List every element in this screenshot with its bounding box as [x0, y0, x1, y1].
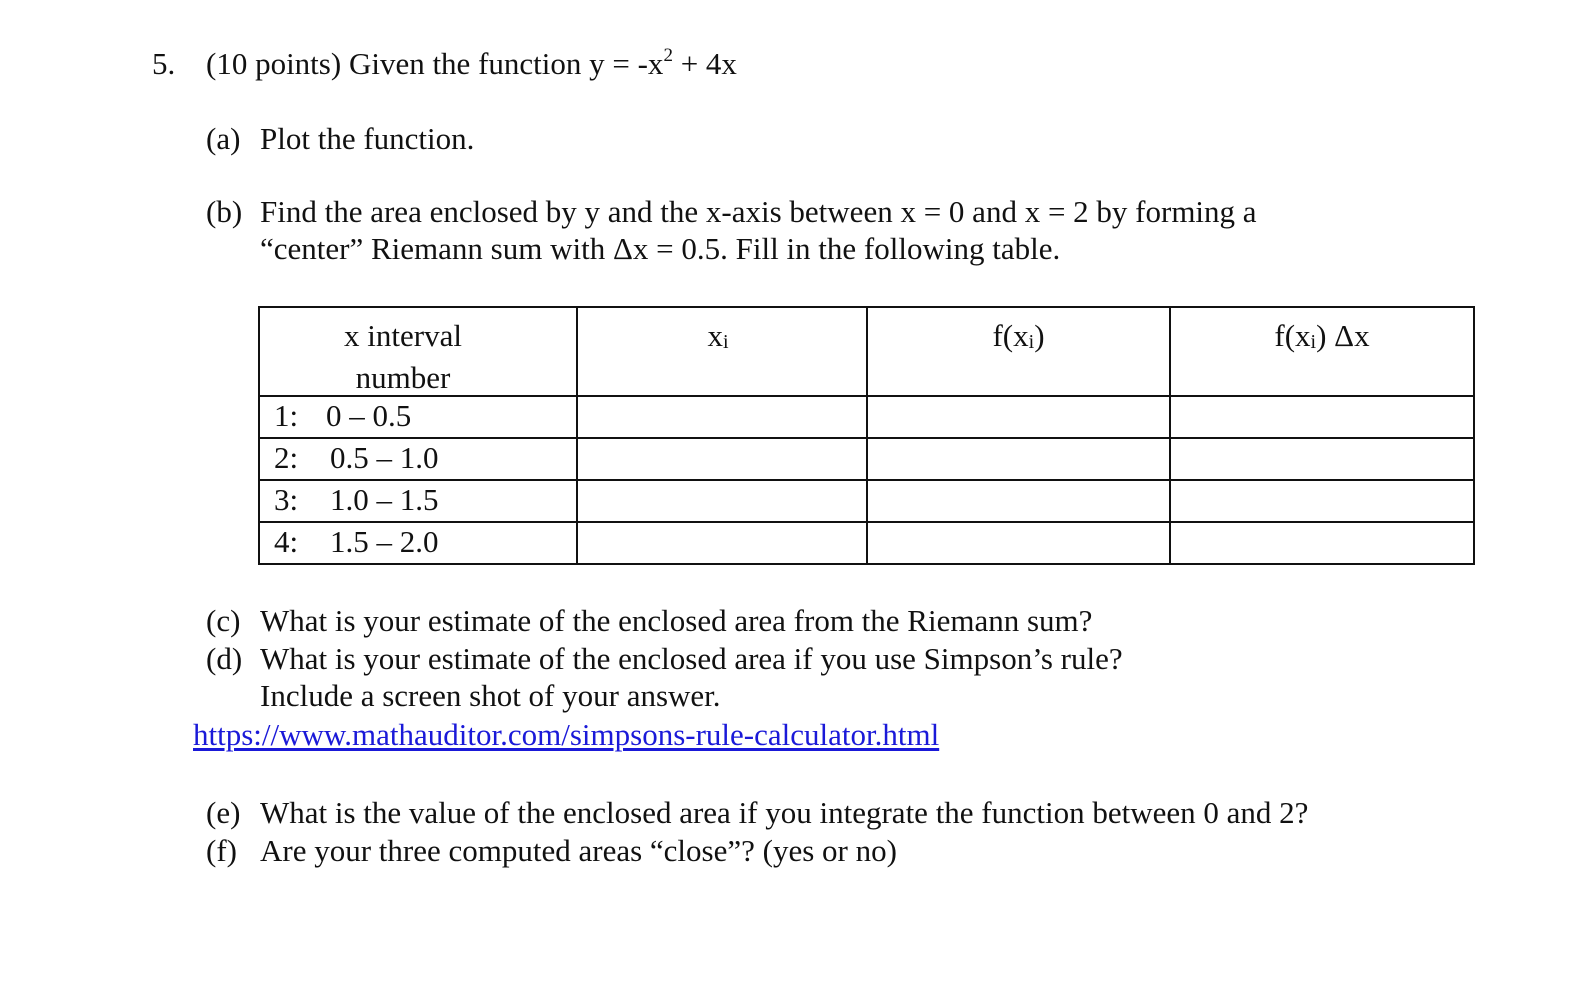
interval-number: 4:: [274, 523, 299, 559]
header-xi-sub: i: [722, 331, 729, 353]
table-row: [259, 522, 1474, 564]
part-a-text: Plot the function.: [260, 121, 475, 156]
fxi-dx-cell[interactable]: [1170, 480, 1474, 522]
table-header-row: [259, 307, 1474, 396]
fxi-dx-cell[interactable]: [1170, 396, 1474, 438]
question-title: [206, 45, 737, 82]
part-c-label: (c): [206, 603, 241, 638]
part-f-text: Are your three computed areas “close”? (yes or no): [260, 833, 897, 868]
xi-cell[interactable]: [577, 438, 867, 480]
question-points: (10 points): [206, 46, 342, 81]
interval-cell: [259, 438, 577, 480]
header-interval-line2: number: [355, 360, 451, 396]
question-number: 5.: [152, 46, 176, 81]
simpsons-calculator-link[interactable]: https://www.mathauditor.com/simpsons-rule-calculator.html: [193, 717, 940, 752]
header-fxi-sub: i: [1028, 331, 1035, 353]
part-d-line2: Include a screen shot of your answer.: [260, 678, 721, 713]
header-fxi-pre: f(x: [992, 318, 1029, 353]
fxi-cell[interactable]: [867, 480, 1170, 522]
xi-cell[interactable]: [577, 522, 867, 564]
header-fxidx-pre: f(x: [1274, 318, 1311, 353]
fxi-cell[interactable]: [867, 522, 1170, 564]
interval-cell: [259, 396, 577, 438]
table-row: [259, 438, 1474, 480]
part-b-label: (b): [206, 194, 243, 229]
part-e-text: What is the value of the enclosed area if you integrate the function between 0 and 2?: [260, 795, 1309, 830]
interval-cell: [259, 480, 577, 522]
interval-cell: [259, 522, 577, 564]
interval-range: 1.5 – 2.0: [330, 523, 439, 559]
header-fxidx-post: ) Δx: [1316, 318, 1370, 353]
interval-range: 0 – 0.5: [326, 397, 412, 433]
part-b-line2: “center” Riemann sum with Δx = 0.5. Fill in the following table.: [260, 231, 1061, 266]
fxi-dx-cell[interactable]: [1170, 522, 1474, 564]
interval-number: 1:: [274, 397, 299, 433]
header-xi: [577, 307, 867, 396]
table-row: [259, 396, 1474, 438]
part-d-label: (d): [206, 641, 243, 676]
header-fxi-post: ): [1034, 318, 1045, 353]
part-f-label: (f): [206, 833, 237, 868]
fxi-cell[interactable]: [867, 396, 1170, 438]
header-fxidx-sub: i: [1310, 331, 1317, 353]
header-fxi-dx: [1170, 307, 1474, 396]
part-b-line1: Find the area enclosed by y and the x-axis between x = 0 and x = 2 by forming a: [260, 194, 1257, 229]
question-intro: Given the function y = -x: [348, 46, 664, 81]
question-exponent: 2: [663, 45, 673, 66]
header-xi-base: x: [707, 318, 723, 353]
part-c-text: What is your estimate of the enclosed area from the Riemann sum?: [260, 603, 1093, 638]
riemann-sum-table: [258, 306, 1475, 565]
interval-range: 1.0 – 1.5: [330, 481, 439, 517]
fxi-dx-cell[interactable]: [1170, 438, 1474, 480]
header-interval-line1: x interval: [344, 318, 462, 353]
header-interval: [259, 307, 577, 396]
xi-cell[interactable]: [577, 480, 867, 522]
question-intro-tail: + 4x: [672, 46, 737, 81]
part-e-label: (e): [206, 795, 241, 830]
interval-number: 2:: [274, 439, 299, 475]
part-a-label: (a): [206, 121, 241, 156]
part-d-line1: What is your estimate of the enclosed area if you use Simpson’s rule?: [260, 641, 1123, 676]
table-row: [259, 480, 1474, 522]
interval-number: 3:: [274, 481, 299, 517]
xi-cell[interactable]: [577, 396, 867, 438]
header-fxi: [867, 307, 1170, 396]
fxi-cell[interactable]: [867, 438, 1170, 480]
interval-range: 0.5 – 1.0: [330, 439, 439, 475]
